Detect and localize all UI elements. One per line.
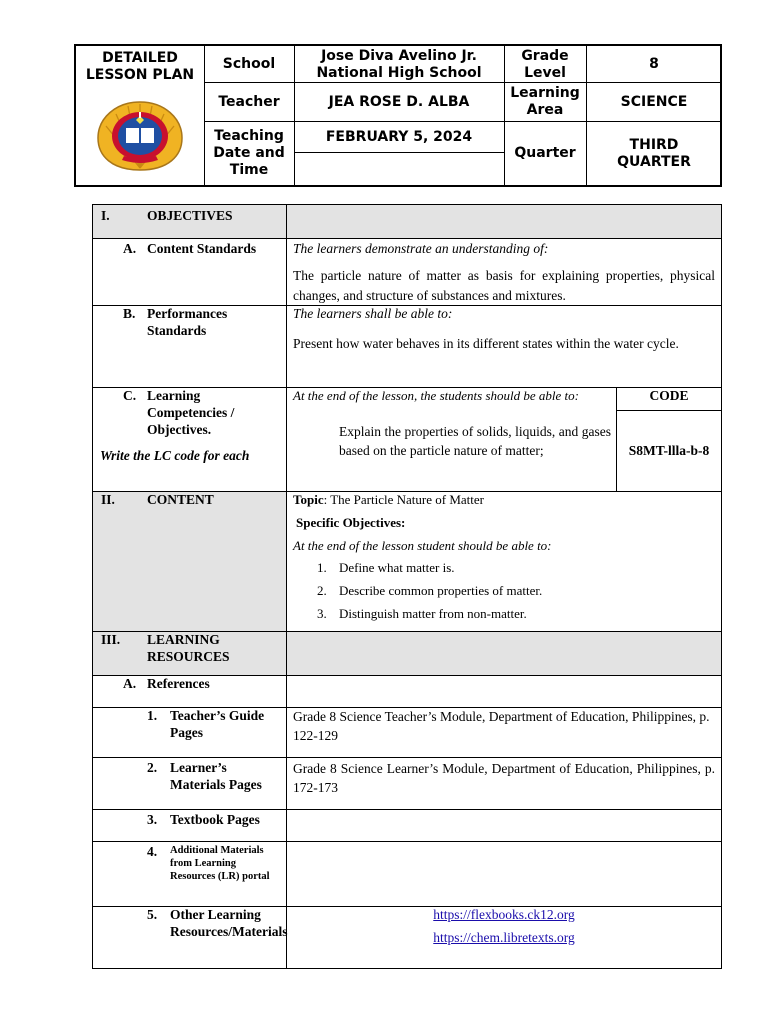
row-divider [93,675,721,676]
content-standards-label-cell [93,238,286,305]
column-divider [286,205,287,968]
content-intro: At the end of the lesson student should be able to: [293,538,552,553]
item-number: B. [123,306,136,321]
lc-code-note: Write the LC code for each [100,448,250,463]
textbook-label: Textbook Pages [170,812,260,827]
code-column-divider [616,387,617,491]
content-title: CONTENT [147,492,214,507]
competencies-cell [287,387,617,491]
item-number: C. [123,388,137,403]
content-header [93,491,286,631]
list-text: Distinguish matter from non-matter. [339,606,527,621]
row-divider [93,906,721,907]
competencies-label: Learning Competencies / Objectives. [147,388,235,437]
lc-code: S8MT-llla-b-8 [628,443,710,458]
content-standards-label: Content Standards [147,241,257,256]
code-header: CODE [649,388,689,403]
performance-standards-text: Present how water behaves in its different states within the water cycle. [293,336,679,351]
references-label-cell [93,675,286,707]
code-row-divider [616,410,721,411]
topic-label: Topic [293,492,324,507]
resources-title: LEARNING RESOURCES [147,632,230,664]
content-standards-cell [287,238,721,305]
learners-materials-label-cell [93,757,286,809]
other-resources-cell [287,906,721,968]
list-item [293,559,715,582]
section-number: I. [101,208,110,223]
row-divider [93,707,721,708]
teachers-guide-value: Grade 8 Science Teacher’s Module, Department of Education, Philippines, p. 122-129 [293,709,710,743]
objectives-title: OBJECTIVES [147,208,233,223]
textbook-label-cell [93,809,286,841]
additional-materials-label: Additional Materials from Learning Resources (LR) portal [170,845,270,882]
item-number: 1. [147,708,158,723]
competencies-text: Explain the properties of solids, liquids, and gases based on the particle nature of matter; [339,424,611,458]
list-text: Describe common properties of matter. [339,583,543,598]
row-divider [93,305,721,306]
resources-header-blank [287,631,721,675]
specific-objectives-label: Specific Objectives: [296,515,406,530]
learners-materials-value: Grade 8 Science Learner’s Module, Department of Education, Philippines, p. 172-173 [293,761,715,795]
row-divider [93,387,721,388]
content-standards-text: The particle nature of matter as basis for explaining properties, physical changes, and structure of substances and mixtures. [293,268,715,303]
list-item [293,582,715,605]
deped-school-seal-icon [92,96,188,172]
teaching-date-label: Teaching Date and Time [213,128,285,178]
references-label: References [147,676,210,691]
section-number: II. [101,492,115,507]
lesson-plan-header [74,44,722,187]
topic-text: : The Particle Nature of Matter [323,492,484,507]
item-number: 3. [147,812,158,827]
textbook-value [287,809,721,841]
teaching-date-value: FEBRUARY 5, 2024 [325,128,473,145]
row-divider [93,491,721,492]
row-divider [93,238,721,239]
teacher-label: Teacher [218,93,280,110]
performance-standards-label: Performances Standards [147,306,228,338]
item-number: 5. [147,907,158,922]
competencies-intro: At the end of the lesson, the students should be able to: [293,388,579,403]
libretexts-link[interactable]: https://chem.libretexts.org [433,930,575,945]
teacher-value: JEA ROSE D. ALBA [328,93,470,110]
learners-materials-label: Learner’s Materials Pages [170,760,262,792]
additional-materials-label-cell [93,841,286,906]
row-divider [93,809,721,810]
item-number: A. [123,676,137,691]
content-standards-intro: The learners demonstrate an understanding of: [293,241,549,256]
quarter-value: THIRD QUARTER [617,136,691,170]
flexbooks-link[interactable]: https://flexbooks.ck12.org [433,907,575,922]
list-number: 2. [317,583,327,598]
teachers-guide-label: Teacher’s Guide Pages [170,708,265,740]
row-divider [93,631,721,632]
additional-materials-value [287,841,721,906]
resources-header [93,631,286,675]
list-text: Define what matter is. [339,560,455,575]
performance-standards-label-cell [93,305,286,387]
item-number: 2. [147,760,158,775]
item-number: A. [123,241,137,256]
school-label: School [222,56,276,72]
references-value-cell [287,675,721,707]
objectives-header-blank [287,205,721,238]
list-item [293,605,715,628]
learning-area-label: Learning Area [510,85,580,118]
grade-value: 8 [649,56,659,72]
other-resources-label-cell [93,906,286,968]
list-number: 3. [317,606,327,621]
grade-label: Grade Level [521,47,569,81]
competencies-label-cell [93,387,286,491]
content-cell [287,491,721,631]
section-number: III. [101,632,121,647]
other-resources-label: Other Learning Resources/Materials [170,907,288,939]
quarter-label: Quarter [514,145,576,161]
list-number: 1. [317,560,327,575]
school-value: Jose Diva Avelino Jr. National High School [316,47,482,81]
learning-area-value: SCIENCE [620,93,688,110]
objectives-header [93,205,286,238]
objective-list [293,559,715,628]
item-number: 4. [147,844,158,859]
performance-standards-intro: The learners shall be able to: [293,306,453,321]
teachers-guide-label-cell [93,707,286,757]
row-divider [93,841,721,842]
lesson-plan-table [92,204,722,969]
row-divider [93,757,721,758]
plan-title: DETAILED LESSON PLAN [85,50,195,83]
performance-standards-cell [287,305,721,387]
